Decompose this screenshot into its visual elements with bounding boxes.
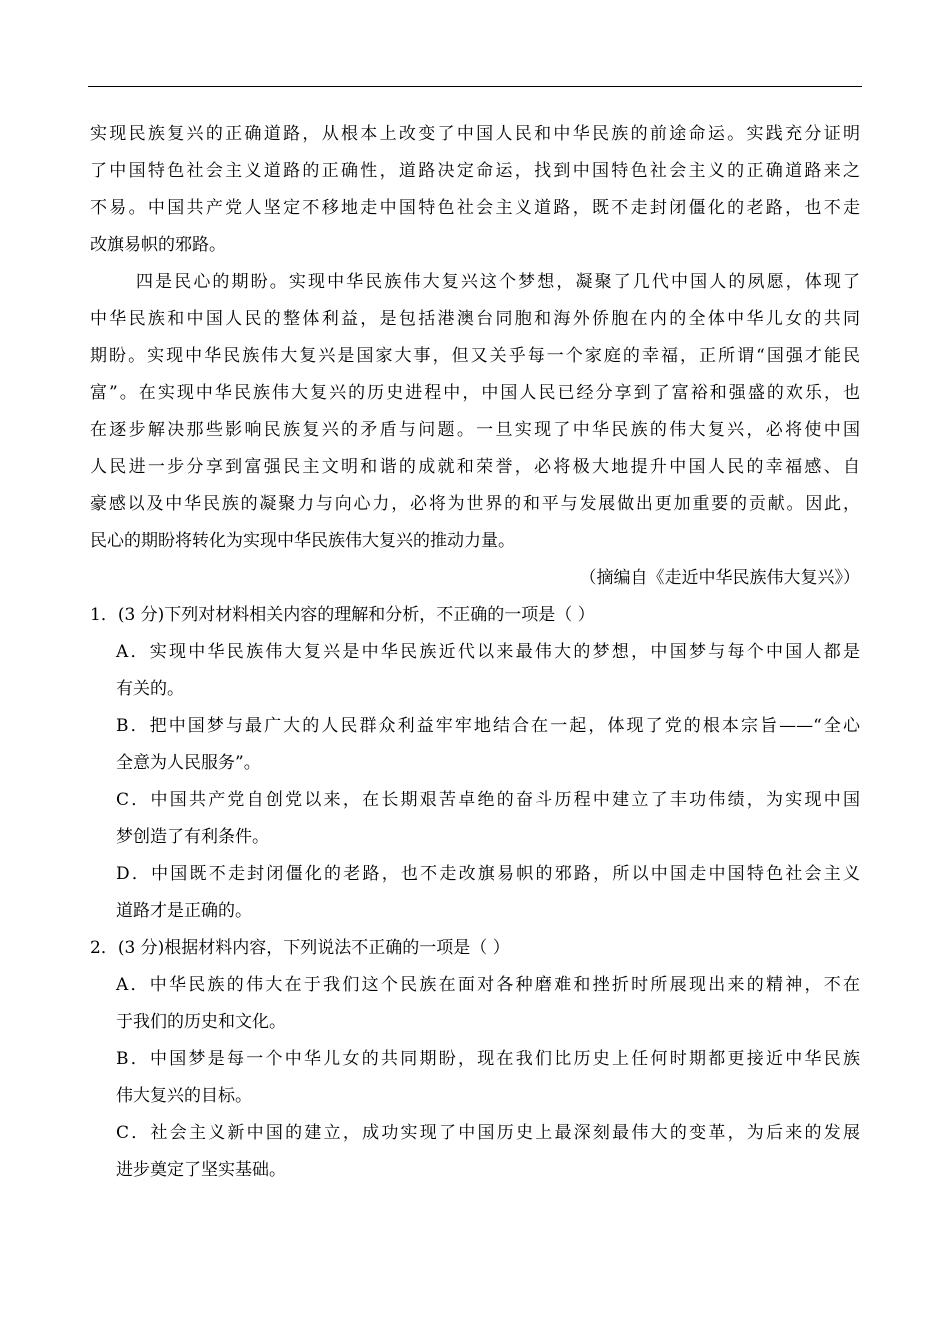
option-line: 有关的。 [116, 679, 184, 699]
option-line: C．中国共产党自创党以来，在长期艰苦卓绝的奋斗历程中建立了丰功伟绩，为实现中国 [116, 790, 860, 810]
option-line: 伟大复兴的目标。 [116, 1086, 252, 1106]
option-line: 进步奠定了坚实基础。 [116, 1160, 286, 1180]
header-rule [88, 86, 862, 87]
option-b[interactable] [90, 708, 860, 782]
option-line: B．中国梦是每一个中华儿女的共同期盼，现在我们比历史上任何时期都更接近中华民族 [116, 1049, 860, 1069]
option-line: B．把中国梦与最广大的人民群众利益牢牢地结合在一起，体现了党的根本宗旨——“全心 [116, 716, 860, 736]
option-a[interactable] [90, 634, 860, 708]
question-1 [90, 597, 860, 930]
passage-paragraph-2 [90, 264, 860, 560]
option-line: A．中华民族的伟大在于我们这个民族在面对各种磨难和挫折时所展现出来的精神，不在 [116, 975, 860, 995]
option-b[interactable] [90, 1041, 860, 1115]
option-line: C．社会主义新中国的建立，成功实现了中国历史上最深刻最伟大的变革，为后来的发展 [116, 1123, 860, 1143]
option-line: A．实现中华民族伟大复兴是中华民族近代以来最伟大的梦想，中国梦与每个中国人都是 [116, 642, 860, 662]
text-line: 期盼。实现中华民族伟大复兴是国家大事，但又关乎每一个家庭的幸福，正所谓“国强才能民 [90, 346, 860, 366]
question-stem: 2．(3 分)根据材料内容，下列说法不正确的一项是（ ） [90, 938, 510, 958]
option-line: 于我们的历史和文化。 [116, 1012, 286, 1032]
text-line: 不易。中国共产党人坚定不移地走中国特色社会主义道路，既不走封闭僵化的老路，也不走 [90, 198, 860, 218]
option-line: 梦创造了有利条件。 [116, 827, 269, 847]
text-line: 在逐步解决那些影响民族复兴的矛盾与问题。一旦实现了中华民族的伟大复兴，必将使中国 [90, 420, 860, 440]
option-c[interactable] [90, 782, 860, 856]
question-2 [90, 930, 860, 1189]
question-stem: 1．(3 分)下列对材料相关内容的理解和分析，不正确的一项是（ ） [90, 605, 595, 625]
document-page [90, 116, 860, 1189]
text-line: 四是民心的期盼。实现中华民族伟大复兴这个梦想，凝聚了几代中国人的夙愿，体现了 [136, 272, 860, 292]
option-a[interactable] [90, 967, 860, 1041]
text-line: 改旗易帜的邪路。 [90, 235, 226, 255]
text-line: 人民进一步分享到富强民主文明和谐的成就和荣誉，必将极大地提升中国人民的幸福感、自 [90, 457, 860, 477]
text-line: 实现民族复兴的正确道路，从根本上改变了中国人民和中华民族的前途命运。实践充分证明 [90, 124, 860, 144]
option-line: D．中国既不走封闭僵化的老路，也不走改旗易帜的邪路，所以中国走中国特色社会主义 [116, 864, 860, 884]
option-d[interactable] [90, 856, 860, 930]
text-line: 豪感以及中华民族的凝聚力与向心力，必将为世界的和平与发展做出更加重要的贡献。因此， [90, 494, 860, 514]
option-c[interactable] [90, 1115, 860, 1189]
option-line: 全意为人民服务”。 [116, 753, 261, 773]
passage-paragraph-1 [90, 116, 860, 264]
text-line: 富”。在实现中华民族伟大复兴的历史进程中，中国人民已经分享到了富裕和强盛的欢乐，也 [90, 383, 860, 403]
text-line: 了中国特色社会主义道路的正确性，道路决定命运，找到中国特色社会主义的正确道路来之 [90, 161, 860, 181]
option-line: 道路才是正确的。 [116, 901, 252, 921]
text-line: 中华民族和中国人民的整体利益，是包括港澳台同胞和海外侨胞在内的全体中华儿女的共同 [90, 309, 860, 329]
text-line: 民心的期盼将转化为实现中华民族伟大复兴的推动力量。 [90, 531, 515, 551]
passage-source: （摘编自《走近中华民族伟大复兴》） [579, 568, 860, 588]
